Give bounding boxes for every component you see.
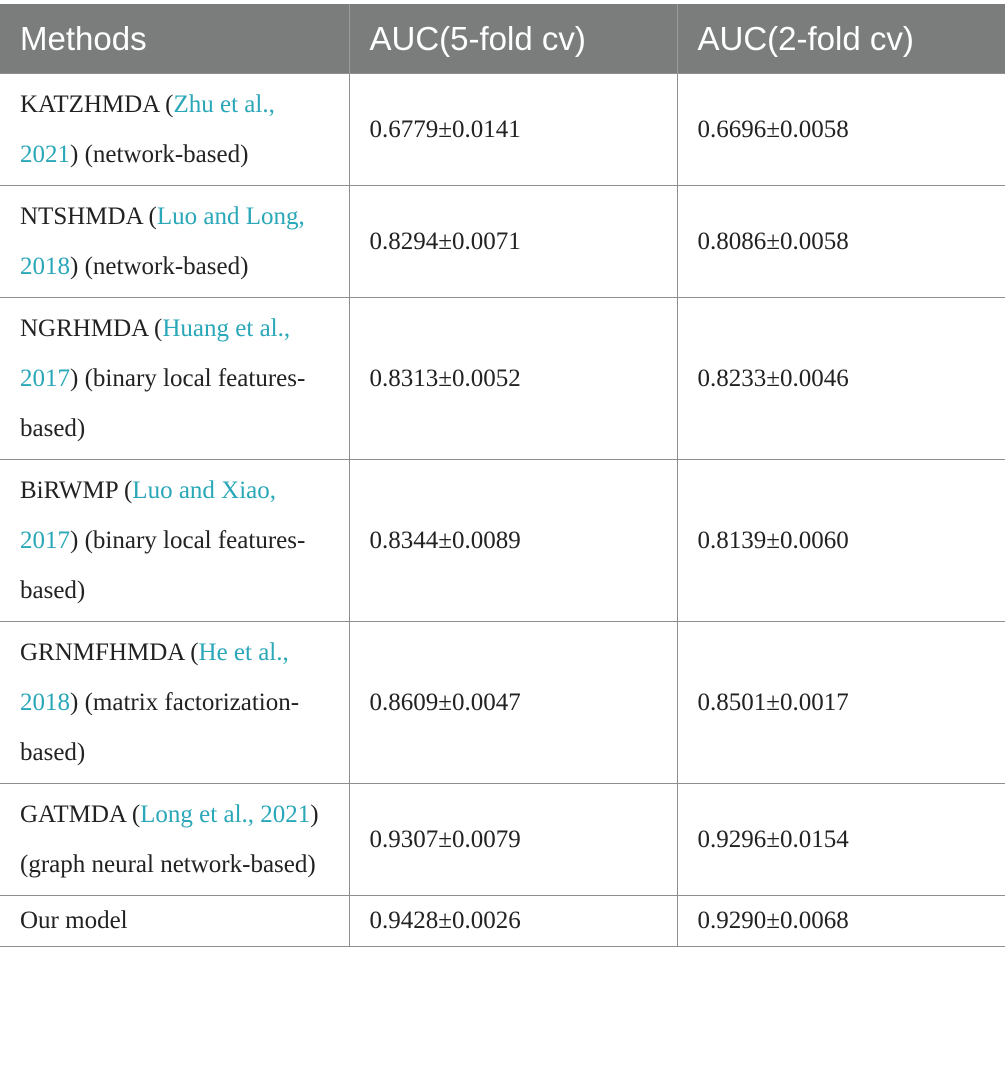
method-category: (network-based) xyxy=(84,141,249,168)
table-row xyxy=(0,784,1005,896)
citation-link[interactable]: He et al., 2018 xyxy=(20,639,289,716)
auc-5fold-cell: 0.8313±0.0052 xyxy=(349,298,677,460)
auc-5fold-cell: 0.9307±0.0079 xyxy=(349,784,677,896)
method-cell: GATMDA (Long et al., 2021) (graph neural network-based) xyxy=(0,784,349,896)
table-row xyxy=(0,74,1005,186)
method-category: (matrix factorization-based) xyxy=(20,689,300,766)
auc-5fold-cell: 0.8344±0.0089 xyxy=(349,460,677,622)
column-header-auc-5fold: AUC(5-fold cv) xyxy=(349,4,677,74)
method-name: GRNMFHMDA xyxy=(20,639,184,666)
method-category: (network-based) xyxy=(84,253,249,280)
table-row-our-model xyxy=(0,896,1005,947)
auc-2fold-cell: 0.8501±0.0017 xyxy=(677,622,1005,784)
method-cell: GRNMFHMDA (He et al., 2018) (matrix factorization-based) xyxy=(0,622,349,784)
citation-link[interactable]: Huang et al., 2017 xyxy=(20,315,291,392)
auc-5fold-cell: 0.6779±0.0141 xyxy=(349,74,677,186)
header-row xyxy=(0,4,1005,74)
citation-link[interactable]: Zhu et al., 2021 xyxy=(20,91,275,168)
auc-2fold-cell: 0.9290±0.0068 xyxy=(677,896,1005,947)
table-body xyxy=(0,74,1005,947)
auc-2fold-cell: 0.8086±0.0058 xyxy=(677,186,1005,298)
method-category: (graph neural network-based) xyxy=(20,851,316,878)
method-name: Our model xyxy=(20,907,128,934)
method-name: GATMDA xyxy=(20,801,126,828)
method-name: BiRWMP xyxy=(20,477,118,504)
method-cell xyxy=(0,896,349,947)
method-cell: NGRHMDA (Huang et al., 2017) (binary local features-based) xyxy=(0,298,349,460)
method-name: NGRHMDA xyxy=(20,315,148,342)
method-cell: BiRWMP (Luo and Xiao, 2017) (binary local features-based) xyxy=(0,460,349,622)
comparison-table xyxy=(0,4,1005,947)
auc-5fold-cell: 0.9428±0.0026 xyxy=(349,896,677,947)
citation-link[interactable]: Luo and Xiao, 2017 xyxy=(20,477,277,554)
method-name: KATZHMDA xyxy=(20,91,159,118)
table-row xyxy=(0,186,1005,298)
table-row xyxy=(0,622,1005,784)
auc-2fold-cell: 0.8233±0.0046 xyxy=(677,298,1005,460)
citation-link[interactable]: Long et al., 2021 xyxy=(140,801,311,828)
method-category: (binary local features-based) xyxy=(20,365,306,442)
auc-5fold-cell: 0.8609±0.0047 xyxy=(349,622,677,784)
column-header-auc-2fold: AUC(2-fold cv) xyxy=(677,4,1005,74)
table-header xyxy=(0,4,1005,74)
auc-2fold-cell: 0.6696±0.0058 xyxy=(677,74,1005,186)
method-name: NTSHMDA xyxy=(20,203,143,230)
citation-link[interactable]: Luo and Long, 2018 xyxy=(20,203,305,280)
auc-5fold-cell: 0.8294±0.0071 xyxy=(349,186,677,298)
table-row xyxy=(0,298,1005,460)
method-category: (binary local features-based) xyxy=(20,527,306,604)
column-header-methods: Methods xyxy=(0,4,349,74)
method-cell: KATZHMDA (Zhu et al., 2021) (network-based) xyxy=(0,74,349,186)
auc-2fold-cell: 0.8139±0.0060 xyxy=(677,460,1005,622)
method-cell: NTSHMDA (Luo and Long, 2018) (network-based) xyxy=(0,186,349,298)
auc-2fold-cell: 0.9296±0.0154 xyxy=(677,784,1005,896)
table-row xyxy=(0,460,1005,622)
